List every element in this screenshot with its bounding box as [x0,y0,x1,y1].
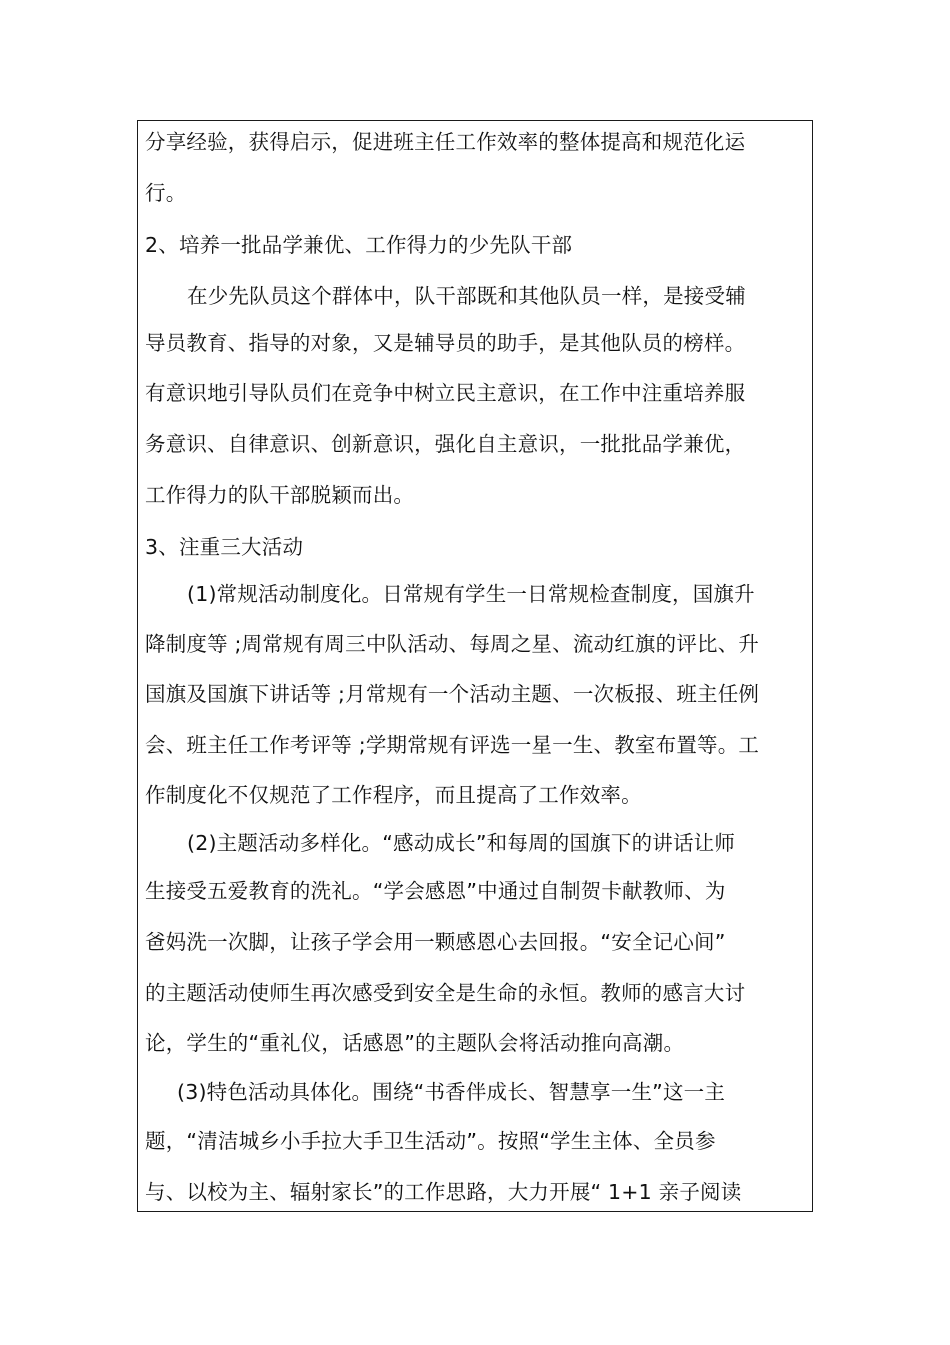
text-line: 分享经验，获得启示，促进班主任工作效率的整体提高和规范化运 [145,130,746,154]
text-line: 工作得力的队干部脱颖而出。 [145,483,415,507]
text-line: 生接受五爱教育的洗礼。“学会感恩”中通过自制贺卡献教师、为 [145,879,726,903]
section-heading-3: 3、注重三大活动 [145,535,304,559]
text-line: 导员教育、指导的对象，又是辅导员的助手，是其他队员的榜样。 [145,331,746,355]
text-line: 国旗及国旗下讲话等 ;月常规有一个活动主题、一次板报、班主任例 [145,682,760,706]
text-line: 有意识地引导队员们在竞争中树立民主意识，在工作中注重培养服 [145,381,746,405]
text-line: 降制度等 ;周常规有周三中队活动、每周之星、流动红旗的评比、升 [145,632,760,656]
text-line: 作制度化不仅规范了工作程序，而且提高了工作效率。 [145,783,642,807]
text-line: 题，“清洁城乡小手拉大手卫生活动”。按照“学生主体、全员参 [145,1129,716,1153]
text-line: 论，学生的“重礼仪，话感恩”的主题队会将活动推向高潮。 [145,1031,685,1055]
section-heading-2: 2、培养一批品学兼优、工作得力的少先队干部 [145,233,573,257]
text-line: (1)常规活动制度化。日常规有学生一日常规检查制度，国旗升 [187,582,755,606]
text-line: 的主题活动使师生再次感受到安全是生命的永恒。教师的感言大讨 [145,981,746,1005]
text-line: 与、以校为主、辐射家长”的工作思路，大力开展“ 1+1 亲子阅读 [145,1180,742,1204]
text-line: (2)主题活动多样化。“感动成长”和每周的国旗下的讲话让师 [187,831,736,855]
text-line: 务意识、自律意识、创新意识，强化自主意识，一批批品学兼优， [145,432,746,456]
text-line: 爸妈洗一次脚，让孩子学会用一颗感恩心去回报。“安全记心间” [145,930,726,954]
text-line: 行。 [145,181,187,205]
text-line: (3)特色活动具体化。围绕“书香伴成长、智慧享一生”这一主 [177,1080,726,1104]
text-line: 会、班主任工作考评等 ;学期常规有评选一星一生、教室布置等。工 [145,733,760,757]
text-line: 在少先队员这个群体中，队干部既和其他队员一样，是接受辅 [187,284,746,308]
